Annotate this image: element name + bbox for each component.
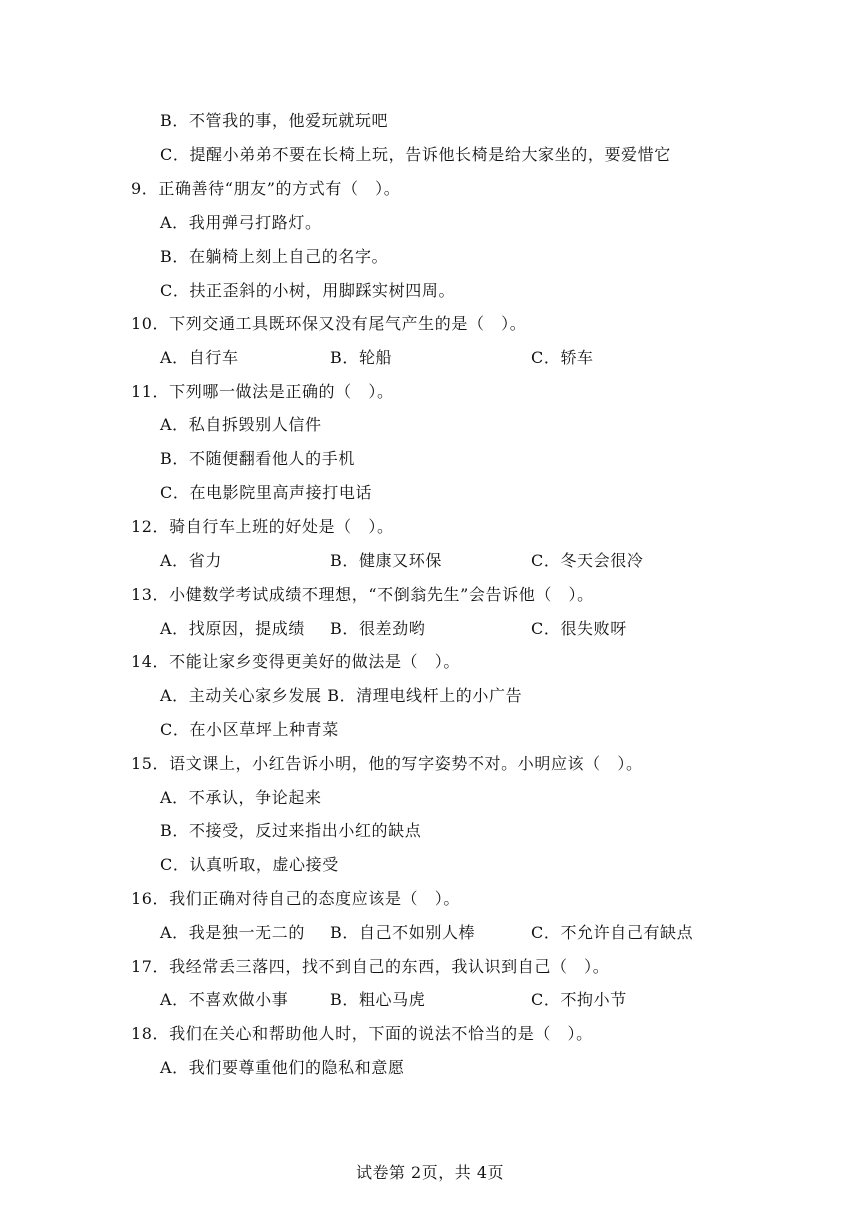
q17-option-b: B．粗心马虎 [330,990,426,1009]
q13-option-a: A．找原因，提成绩 [160,619,305,638]
q9-option-a: A．我用弹弓打路灯。 [160,213,322,232]
q16-stem: 16．我们正确对待自己的态度应该是（ ）。 [131,889,460,908]
q10-option-b: B．轮船 [330,348,393,367]
q14-stem: 14．不能让家乡变得更美好的做法是（ ）。 [131,652,460,671]
q10-option-c: C．轿车 [531,348,594,367]
q15-stem: 15．语文课上，小红告诉小明，他的写字姿势不对。小明应该（ ）。 [131,754,643,773]
q16-option-b: B．自己不如别人棒 [330,923,476,942]
q9-option-c: C．扶正歪斜的小树，用脚踩实树四周。 [160,281,456,300]
q11-option-b: B．不随便翻看他人的手机 [160,449,355,468]
q17-stem: 17．我经常丢三落四，找不到自己的东西，我认识到自己（ ）。 [131,957,610,976]
q18-stem: 18．我们在关心和帮助他人时，下面的说法不恰当的是（ ）。 [131,1024,593,1043]
page-footer: 试卷第 2页，共 4页 [355,1163,505,1182]
q18-option-a: A．我们要尊重他们的隐私和意愿 [160,1058,405,1077]
q13-stem: 13．小健数学考试成绩不理想，“不倒翁先生”会告诉他（ ）。 [131,585,594,604]
q8-option-b: B．不管我的事，他爱玩就玩吧 [160,111,389,130]
q11-option-c: C．在电影院里高声接打电话 [160,483,373,502]
q12-option-b: B．健康又环保 [330,551,442,570]
q10-stem: 10．下列交通工具既环保又没有尾气产生的是（ ）。 [131,314,527,333]
q14-option-ab: A．主动关心家乡发展 B．清理电线杆上的小广告 [160,686,523,705]
q9-stem: 9．正确善待“朋友”的方式有（ ）。 [131,179,401,198]
q15-option-c: C．认真听取，虚心接受 [160,855,339,874]
q9-option-b: B．在躺椅上刻上自己的名字。 [160,247,389,266]
q8-option-c: C．提醒小弟弟不要在长椅上玩，告诉他长椅是给大家坐的，要爱惜它 [160,145,671,164]
q16-option-c: C．不允许自己有缺点 [531,923,694,942]
q16-option-a: A．我是独一无二的 [160,923,305,942]
q12-option-a: A．省力 [160,551,222,570]
q14-option-c: C．在小区草坪上种青菜 [160,720,339,739]
q17-option-a: A．不喜欢做小事 [160,990,289,1009]
q17-option-c: C．不拘小节 [531,990,627,1009]
q10-option-a: A．自行车 [160,348,239,367]
q13-option-b: B．很差劲哟 [330,619,426,638]
q12-stem: 12．骑自行车上班的好处是（ ）。 [131,517,394,536]
q15-option-a: A．不承认，争论起来 [160,788,322,807]
q11-option-a: A．私自拆毁别人信件 [160,415,322,434]
q12-option-c: C．冬天会很冷 [531,551,644,570]
q11-stem: 11．下列哪一做法是正确的（ ）。 [131,382,394,401]
q15-option-b: B．不接受，反过来指出小红的缺点 [160,821,422,840]
q13-option-c: C．很失败呀 [531,619,627,638]
